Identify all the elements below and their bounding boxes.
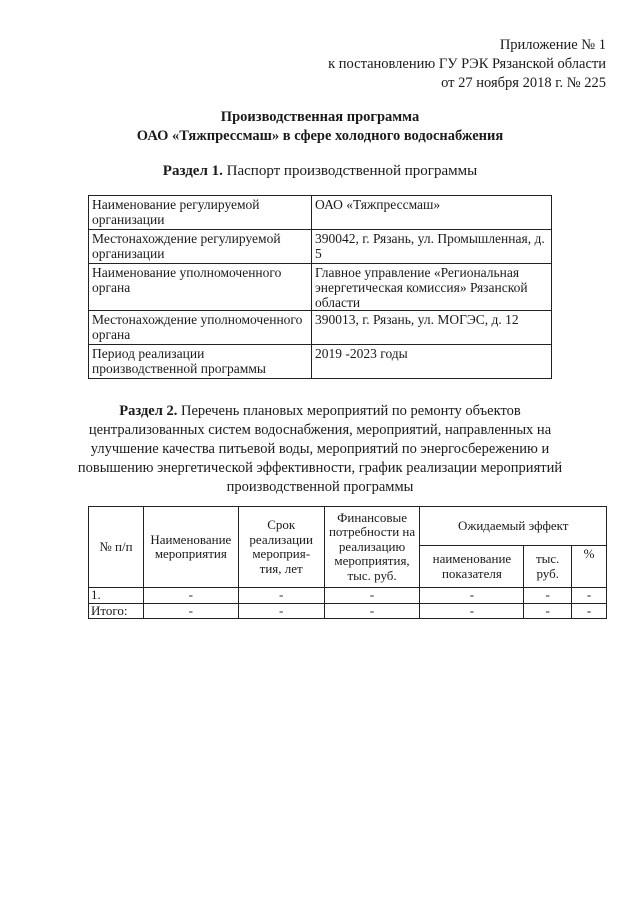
- cell-finance: -: [324, 588, 420, 604]
- cell-thousand: -: [524, 588, 572, 604]
- passport-value: 390013, г. Рязань, ул. МОГЭС, д. 12: [312, 311, 552, 345]
- cell-name: -: [143, 603, 238, 619]
- header-finance: Финансовые потребности на реализацию мероприятия, тыс. руб.: [324, 507, 420, 588]
- cell-finance: -: [324, 603, 420, 619]
- title-line-2: ОАО «Тяжпрессмаш» в сфере холодного водоснабжения: [136, 128, 504, 144]
- passport-key: Наименование уполномоченного органа: [89, 264, 312, 311]
- section-2-label: Раздел 2.: [119, 403, 178, 419]
- table-row: [89, 588, 607, 604]
- appendix-reference: к постановлению ГУ РЭК Рязанской области: [328, 56, 606, 72]
- header-thousand: тыс. руб.: [524, 546, 572, 588]
- cell-term: -: [238, 603, 324, 619]
- cell-num: 1.: [89, 588, 144, 604]
- document-title: [0, 108, 640, 146]
- passport-row: [89, 264, 552, 311]
- cell-term: -: [238, 588, 324, 604]
- title-line-1: Производственная программа: [220, 109, 420, 125]
- header-name: Наименование мероприятия: [143, 507, 238, 588]
- passport-value: 2019 -2023 годы: [312, 345, 552, 379]
- passport-key: Наименование регулируемой организации: [89, 196, 312, 230]
- passport-value: 390042, г. Рязань, ул. Промышленная, д. 5: [312, 230, 552, 264]
- cell-num: Итого:: [89, 603, 144, 619]
- appendix-number: Приложение № 1: [499, 37, 606, 53]
- section-1-heading: [0, 163, 640, 180]
- section-1-label: Раздел 1.: [162, 163, 223, 179]
- section-1-text: Паспорт производственной программы: [226, 163, 478, 179]
- passport-row: [89, 311, 552, 345]
- header-percent: %: [572, 546, 607, 588]
- passport-table: [88, 195, 552, 379]
- header-indicator: наименование показателя: [420, 546, 524, 588]
- section-2-text: Перечень плановых мероприятий по ремонту объектов централизованных систем водоснабжения, мероприятий, направленных на улучшение качества питьевой воды, мероприятий по энергосбережению и повышению энергетической эффективности, график реализации мероприятий производственной программы: [77, 403, 563, 495]
- table-row-total: [89, 603, 607, 619]
- events-header-row: [89, 507, 607, 546]
- cell-name: -: [143, 588, 238, 604]
- passport-row: [89, 345, 552, 379]
- appendix-date: от 27 ноября 2018 г. № 225: [441, 75, 606, 91]
- passport-value: Главное управление «Региональная энергетическая комиссия» Рязанской области: [312, 264, 552, 311]
- cell-percent: -: [572, 588, 607, 604]
- passport-row: [89, 230, 552, 264]
- passport-key: Местонахождение уполномоченного органа: [89, 311, 312, 345]
- cell-thousand: -: [524, 603, 572, 619]
- section-2-heading: [70, 402, 570, 497]
- events-table: [88, 506, 607, 619]
- passport-key: Местонахождение регулируемой организации: [89, 230, 312, 264]
- header-effect: Ожидаемый эффект: [420, 507, 607, 546]
- header-num: № п/п: [89, 507, 144, 588]
- passport-value: ОАО «Тяжпрессмаш»: [312, 196, 552, 230]
- passport-row: [89, 196, 552, 230]
- cell-indicator: -: [420, 588, 524, 604]
- header-term: Срок реализации мероприя- тия, лет: [238, 507, 324, 588]
- cell-percent: -: [572, 603, 607, 619]
- appendix-block: [328, 36, 606, 93]
- cell-indicator: -: [420, 603, 524, 619]
- passport-key: Период реализации производственной программы: [89, 345, 312, 379]
